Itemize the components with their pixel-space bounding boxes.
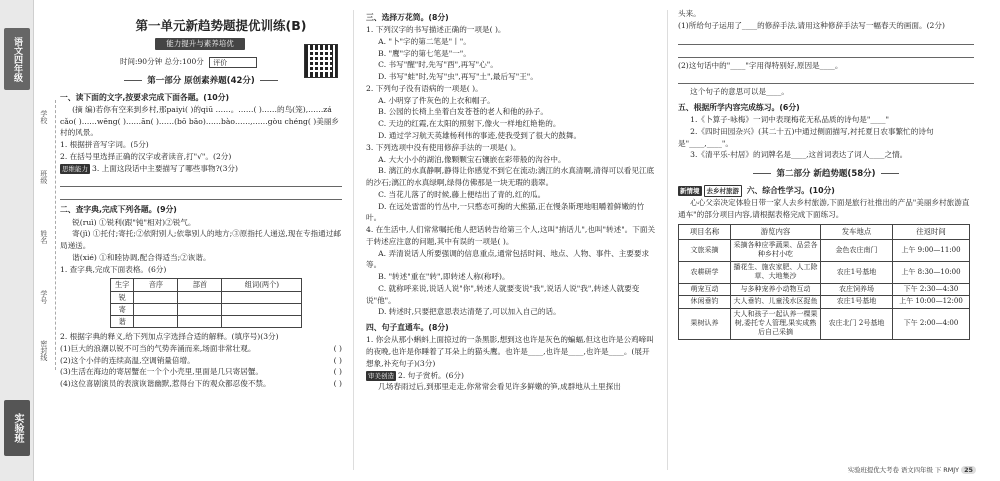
table-cell: 休闲垂钓 — [679, 296, 731, 308]
blank-cell[interactable] — [178, 291, 222, 303]
table-cell: 谐 — [111, 315, 134, 327]
left-brand-strip — [0, 0, 34, 481]
page-footer — [848, 466, 976, 476]
option[interactable]: D. 通过学习航天英雄杨利伟的事迹,使我受到了很大的鼓舞。 — [378, 130, 582, 140]
page-number: 25 — [961, 466, 976, 474]
table-row — [679, 296, 970, 308]
q3-stem: 3. 下列选项中没有使用修辞手法的一项是( )。 — [366, 142, 521, 152]
column-1 — [60, 8, 342, 390]
recite-line: 3.《清平乐·村居》的词牌名是____,这首词表达了词人____之情。 — [690, 150, 908, 160]
q1-heading: 一、读下面的文字,按要求完成下面各题。(10分) — [60, 92, 230, 102]
table-cell: 萌宠互动 — [679, 283, 731, 295]
table-cell: 下午 2:00—4:00 — [893, 308, 970, 339]
q5-heading: 五、根据所学内容完成练习。(6分) — [678, 103, 800, 113]
table-row — [111, 291, 302, 303]
choice-text: (3)生活在海边的寄居蟹在一个个小壳里,里面是几只寄居蟹。 — [60, 367, 264, 377]
q1-passage: (摘 编)若你有空来到乡村,那paiyi( )的qiū ……。……( )……的鸟(笼),……zá cǎo( )……wēng( )……ān( )……(bō bāo)……bào……,……gòu chéng( )美丽乡村的风景。 — [60, 104, 340, 138]
table-header: 部首 — [178, 279, 222, 291]
answer-line[interactable] — [60, 189, 342, 200]
section-heading-part1: 第一部分 原创素养题(42分) — [60, 75, 342, 88]
q4-stem: 2. 句子赏析。(6分) — [398, 370, 464, 380]
table-cell: 寄 — [111, 303, 134, 315]
blank-cell[interactable] — [222, 303, 302, 315]
column-divider — [353, 10, 354, 470]
qr-code-icon — [304, 44, 338, 78]
table-cell: 播花生、施农家肥、人工除草、大地集沙 — [731, 261, 821, 283]
choice-line — [60, 343, 342, 355]
dict-entry: 锐(ruì) ①锐利(跟"钝"相对)②锐气。 — [72, 217, 196, 227]
table-header: 游览内容 — [731, 224, 821, 239]
table-row — [679, 308, 970, 339]
eval-box: 评价 — [209, 57, 257, 68]
q4-passage: 几场春雨过后,到那里走走,你常常会看见许多鲜嫩的笋,成群地从土里探出 — [378, 382, 621, 392]
binder-label: 学号 — [39, 290, 48, 304]
choice-text: (1)巨大的浪潮以锐不可当的气势奔涌而来,场面非常壮观。 — [60, 343, 256, 353]
q3-stem: 4. 在生活中,人们常常嘱托他人把话转告给第三个人,这叫"捎话儿",也叫"转述"。下面关于转述应注意的问题,其中有误的一项是( )。 — [366, 225, 656, 246]
skill-tag: 思维能力 — [62, 164, 88, 173]
sub-question: (2)这句话中的"____"字用得特别好,原因是____。 — [678, 60, 843, 70]
table-row — [111, 303, 302, 315]
table-header: 项目名称 — [679, 224, 731, 239]
table-cell: 上午 10:00—12:00 — [893, 296, 970, 308]
q1-item: 1. 根据拼音写字词。(5分) — [60, 140, 149, 150]
q3-stem: 1. 下列汉字的书写描述正确的一项是( )。 — [366, 25, 506, 35]
blank-cell[interactable] — [134, 303, 178, 315]
table-cell: 上午 9:00—11:00 — [893, 239, 970, 261]
choice-text: (4)这位喜剧演员的表演诙谐幽默,惹得台下的观众都忍俊不禁。 — [60, 379, 271, 389]
binder-label: 姓名 — [39, 230, 48, 244]
answer-paren[interactable]: ( ) — [333, 379, 342, 389]
q6-heading-row — [678, 185, 974, 197]
choice-line — [60, 355, 342, 367]
table-cell: 农庄饲养场 — [821, 283, 893, 295]
choice-text: (2)这个小伴的连续高温,空调销量倍增。 — [60, 355, 195, 365]
section-heading-part2: 第二部分 新趋势题(58分) — [678, 168, 974, 181]
table-row — [679, 261, 970, 283]
binder-label: 密封线 — [39, 340, 48, 361]
option[interactable]: B. "转述"重在"转",即转述人称(称呼)。 — [378, 272, 510, 282]
footer-text: 实验班提优大考卷 语文四年级 下 RMJY — [847, 466, 960, 474]
option[interactable]: C. 就称呼来说,说话人说"你",转述人就要变说"我",说话人说"我",转述人就要变说"他"。 — [366, 283, 640, 305]
table-header: 往返时间 — [893, 224, 970, 239]
subtitle-banner: 能力提升与素养培优 — [155, 38, 245, 50]
recite-line: 1.《卜算子·咏梅》一词中表现梅花无私品质的诗句是"____" — [690, 115, 890, 125]
q1-item: 2. 在括号里选择正确的汉字或者读音,打"√"。(2分) — [60, 151, 232, 161]
table-cell: 大人垂钓、儿童浅水区捉鱼 — [731, 296, 821, 308]
table-cell: 农庄北门 2号基地 — [821, 308, 893, 339]
table-row — [111, 315, 302, 327]
q4-s2-row — [366, 370, 656, 382]
table-cell: 采摘各种应季蔬果、品尝各种乡村小吃 — [731, 239, 821, 261]
dict-entry: 谐(xié) ①和睦协调,配合得适当;②诙谐。 — [72, 252, 211, 262]
q2-item1: 1. 查字典,完成下面表格。(6分) — [60, 264, 167, 274]
sub-question: (1)所给句子运用了____的修辞手法,请用这种修辞手法写一幅春天的画面。(2分) — [678, 20, 945, 30]
q3-heading: 三、选择万花筒。(8分) — [366, 13, 449, 22]
answer-paren[interactable]: ( ) — [333, 343, 342, 353]
table-cell: 农庄1号基地 — [821, 296, 893, 308]
skill-tag: 审美创造 — [368, 371, 394, 380]
blank-cell[interactable] — [134, 291, 178, 303]
table-cell: 金色农庄南门 — [821, 239, 893, 261]
column-2 — [366, 8, 656, 393]
table-cell: 农庄1号基地 — [821, 261, 893, 283]
blank-cell[interactable] — [178, 303, 222, 315]
binding-margin — [36, 100, 56, 370]
table-row — [679, 239, 970, 261]
option[interactable]: C. 天边的红霞,在太阳的照射下,像火一样地红艳艳的。 — [378, 119, 561, 129]
q2-item2: 2. 根据字典的释义,给下列加点字选择合适的解释。(填序号)(3分) — [60, 332, 279, 341]
answer-line[interactable] — [60, 176, 342, 187]
answer-paren[interactable]: ( ) — [333, 367, 342, 377]
q1-item3-row — [60, 163, 342, 175]
q3-stem: 2. 下列句子没有语病的一项是( )。 — [366, 83, 483, 93]
table-header: 生字 — [111, 279, 134, 291]
table-cell: 文旅采摘 — [679, 239, 731, 261]
brand-label-bottom: 实验班 — [4, 400, 30, 456]
option[interactable]: A. 小明穿了件灰色的上衣和帽子。 — [378, 95, 495, 105]
tour-table — [678, 224, 970, 340]
blank-cell[interactable] — [134, 315, 178, 327]
choice-line — [60, 378, 342, 390]
blank-cell[interactable] — [222, 315, 302, 327]
brand-label-top: 语文四年级 — [4, 28, 30, 90]
answer-line[interactable] — [678, 47, 974, 58]
table-row — [679, 283, 970, 295]
table-cell: 与多种宠养小动物互动 — [731, 283, 821, 295]
option[interactable]: B. 漓江的水真静啊,静得让你感觉不到它在流动;漓江的水真清啊,清得可以看见江底的沙石;漓江的水真绿啊,绿得仿佛那是一块无瑕的翡翠。 — [366, 166, 655, 188]
option[interactable]: D. 转述时,只要把意思表达清楚了,可以加入自己的话。 — [378, 307, 561, 317]
option[interactable]: A. 弄清说话人所要强调的信息重点,通常包括时间、地点、人物、事件、主要要求等。 — [366, 248, 650, 270]
q4-heading: 四、句子直通车。(8分) — [366, 323, 449, 333]
time-score: 时间:90分钟 总分:100分 — [120, 57, 204, 66]
dict-table — [110, 278, 302, 328]
option[interactable]: B. 公园的长椅上坐着白发苍苍的老人和他的孙子。 — [378, 107, 549, 117]
table-cell: 锐 — [111, 291, 134, 303]
choice-line — [60, 366, 342, 378]
page-title: 第一单元新趋势题提优训练(B) — [135, 18, 307, 33]
q1-item: 3. 上面这段话中主要描写了哪些事物?(3分) — [92, 163, 238, 173]
blank-cell[interactable] — [222, 291, 302, 303]
q4-stem: 1. 你会从那小蝌蚪上面掠过的一条黑影,想到这也许是灰色的蝙蝠,但这也许是公鸡啼叫的夜晚,也许是你睡着了耳朵上的猫头鹰。也许是____,也许是____,也许是____。(展开想象,补充句子)(3分) — [366, 335, 654, 368]
context-tag: 新情境 — [680, 187, 700, 196]
column-3 — [678, 8, 974, 340]
table-cell: 下午 2:30—4:30 — [893, 283, 970, 295]
passage-cont: 头来。 — [678, 9, 701, 18]
sub-question: 这个句子的意思可以是____。 — [690, 87, 789, 97]
dict-entry: 寄(jì) ①托付;寄托;②依附别人;依靠别人的地方;③原指托人递送,现在专指通过邮局递送。 — [60, 229, 341, 251]
option[interactable]: C. 当花儿落了的时候,藤上便结出了青的,红的瓜。 — [378, 189, 546, 199]
q6-intro: 心心父亲决定体验日带一家人去乡村旅游,下面是旅行社推出的产品"美丽乡村旅游直通车"的部分项目内容,请根据表格完成下面练习。 — [678, 198, 970, 220]
q2-heading: 二、查字典,完成下列各题。(9分) — [60, 205, 177, 215]
answer-line[interactable] — [678, 73, 974, 84]
table-header: 音序 — [134, 279, 178, 291]
option[interactable]: A. "卜"字的第二笔是"丨"。 — [378, 36, 471, 46]
binder-label: 班级 — [39, 170, 48, 184]
option[interactable]: D. 在远处雷雷的竹丛中,一只憨态可掬的大熊猫,正在慢条斯理地咀嚼着鲜嫩的竹叶。 — [366, 201, 645, 223]
table-header: 组词(两个) — [222, 279, 302, 291]
binder-label: 学校 — [39, 110, 48, 124]
option[interactable]: C. 书写"醒"时,先写"酉",再写"心"。 — [378, 60, 498, 70]
table-cell: 上午 8:30—10:00 — [893, 261, 970, 283]
answer-line[interactable] — [678, 34, 974, 45]
table-header: 发车地点 — [821, 224, 893, 239]
option[interactable]: A. 大大小小的湖泊,像颗颗宝石镶嵌在彩带般的沟谷中。 — [378, 154, 566, 164]
blank-cell[interactable] — [178, 315, 222, 327]
topic-tag: 去乡村旅游 — [704, 185, 743, 197]
recite-line: 2.《四时田园杂兴》(其二十五)中通过侧面描写,衬托夏日农事繁忙的诗句是"____,____"。 — [678, 126, 934, 148]
q6-heading: 六、综合性学习。(10分) — [746, 186, 835, 196]
option[interactable]: D. 书写"蛙"时,先写"虫",再写"土",最后写"王"。 — [378, 72, 538, 82]
answer-paren[interactable]: ( ) — [333, 355, 342, 365]
table-cell: 农耕研学 — [679, 261, 731, 283]
table-cell: 果树认养 — [679, 308, 731, 339]
option[interactable]: B. "鹰"字的第七笔是"一"。 — [378, 48, 471, 58]
table-cell: 大人和孩子一起认养一棵果树,委托专人管理,果实成熟后自己采摘 — [731, 308, 821, 339]
column-divider — [667, 10, 668, 470]
